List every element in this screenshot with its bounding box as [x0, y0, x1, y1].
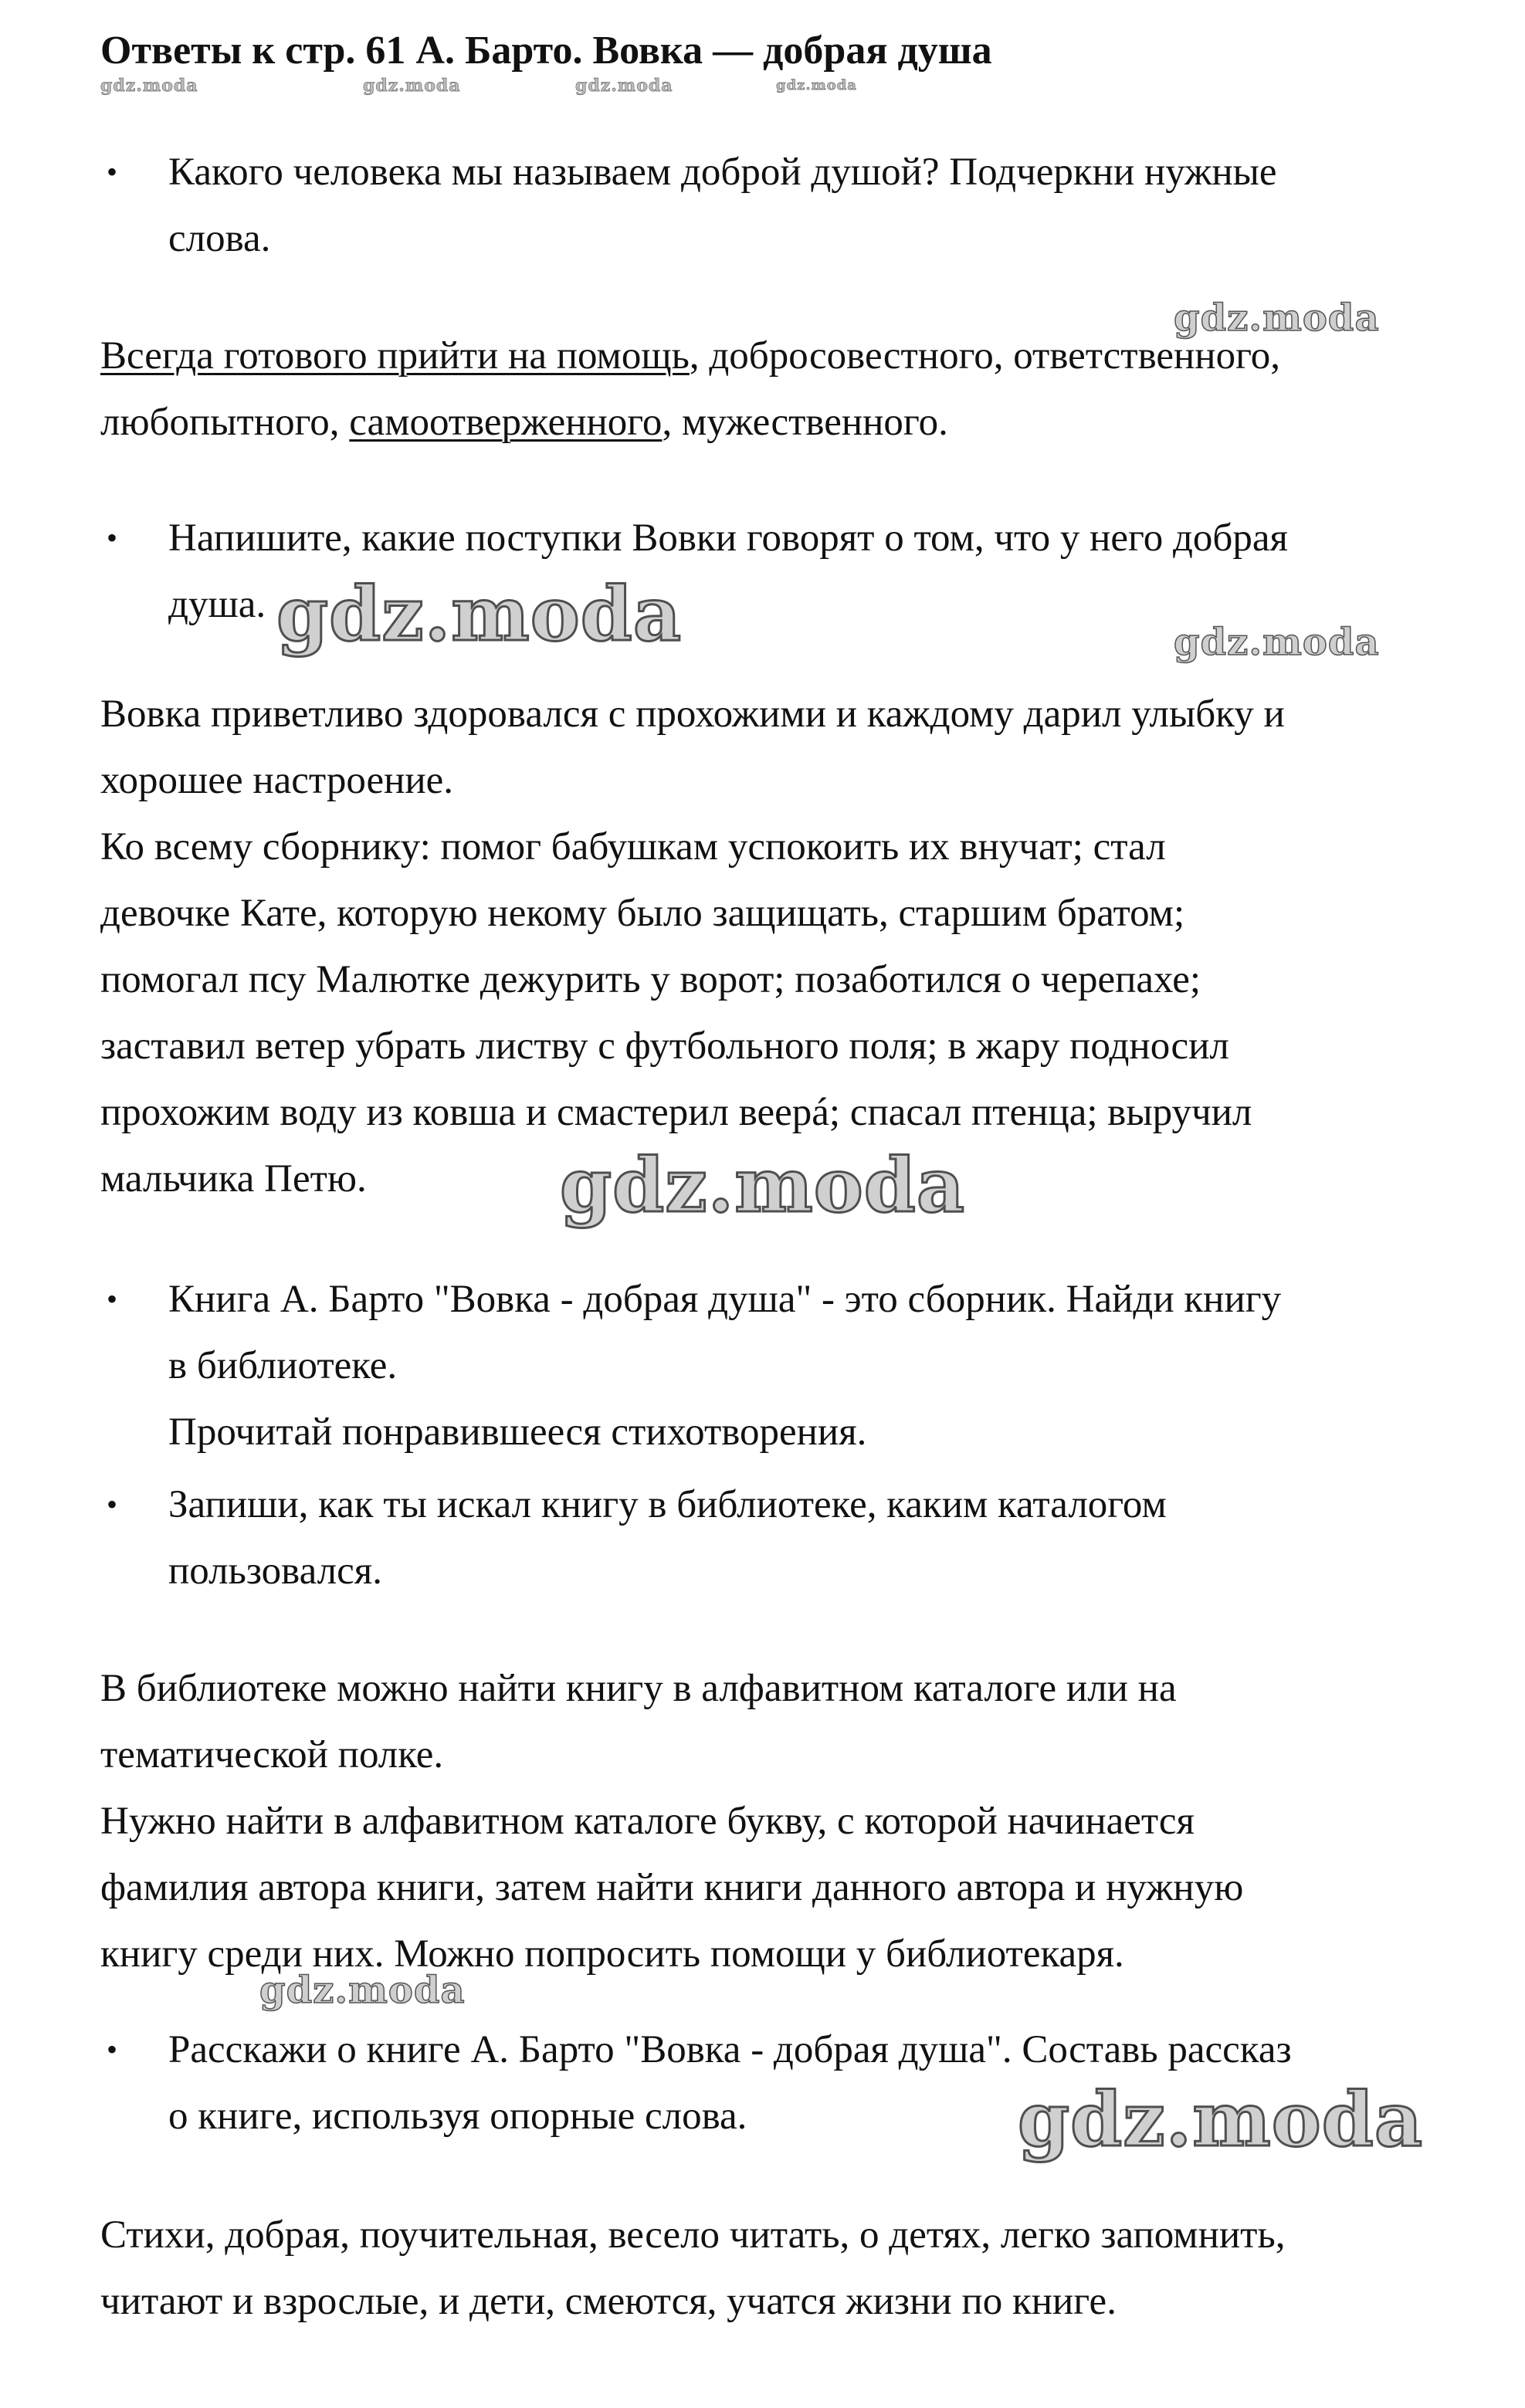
- answer-2: [100, 681, 1475, 1212]
- underlined-phrase: Всегда готового прийти на помощь: [100, 334, 690, 378]
- answer-5-line: читают и взрослые, и дети, смеются, учатся жизни по книге.: [100, 2280, 1117, 2323]
- answer-2-line: заставил ветер убрать листву с футбольного поля; в жару подносил: [100, 1025, 1229, 1068]
- answer-4-line: тематической полке.: [100, 1733, 444, 1776]
- question-2-line: Напишите, какие поступки Вовки говорят о том, что у него добрая: [168, 516, 1288, 560]
- bullet-marker: •: [107, 1487, 118, 1522]
- answer-4-line: фамилия автора книги, затем найти книги данного автора и нужную: [100, 1866, 1244, 1909]
- question-3-line: Прочитай понравившееся стихотворения.: [168, 1411, 867, 1454]
- question-1-line: Какого человека мы называем доброй душой? Подчеркни нужные: [168, 151, 1277, 194]
- question-3: [100, 1266, 1475, 1465]
- answer-4-line: Нужно найти в алфавитном каталоге букву, с которой начинается: [100, 1800, 1195, 1843]
- underlined-phrase: самоотверженного: [349, 401, 663, 444]
- page-title: Ответы к стр. 61 А. Барто. Вовка — добрая душа: [100, 29, 992, 73]
- question-4-line: пользовался.: [168, 1549, 382, 1593]
- question-3-line: в библиотеке.: [168, 1344, 398, 1387]
- answer-2-line: девочке Кате, которую некому было защищать, старшим братом;: [100, 892, 1185, 935]
- answer-2-line: Вовка приветливо здоровался с прохожими и каждому дарил улыбку и: [100, 693, 1285, 736]
- watermark: gdz.moda: [575, 76, 673, 96]
- answer-5-line: Стихи, добрая, поучительная, весело читать, о детях, легко запомнить,: [100, 2213, 1286, 2257]
- watermark: gdz.moda: [560, 1142, 966, 1229]
- answer-2-line: прохожим воду из ковша и смастерил веерá; спасал птенца; выручил: [100, 1091, 1252, 1134]
- question-5-line: о книге, используя опорные слова.: [168, 2095, 747, 2138]
- watermark: gdz.moda: [1018, 2076, 1424, 2163]
- answer-2-line: мальчика Петю.: [100, 1157, 367, 1201]
- question-3-line: Книга А. Барто "Вовка - добрая душа" - это сборник. Найди книгу: [168, 1278, 1282, 1321]
- answer-5: [100, 2202, 1475, 2335]
- answer-4-line: книгу среди них. Можно попросить помощи у библиотекаря.: [100, 1932, 1124, 1976]
- question-2-line: душа.: [168, 583, 266, 626]
- question-4: [100, 1472, 1475, 1604]
- question-1-line: слова.: [168, 217, 271, 260]
- watermark: gdz.moda: [1174, 621, 1380, 664]
- bullet-marker: •: [107, 1282, 118, 1316]
- watermark: gdz.moda: [100, 76, 198, 96]
- answer-2-line: хорошее настроение.: [100, 759, 454, 802]
- answer-text: , добросовестного, ответственного,: [689, 334, 1280, 378]
- answer-2-line: Ко всему сборнику: помог бабушкам успокоить их внучат; стал: [100, 825, 1166, 869]
- watermark: gdz.moda: [363, 76, 461, 96]
- answer-4: [100, 1655, 1475, 1987]
- answer-text: любопытного,: [100, 401, 350, 444]
- bullet-marker: •: [107, 2032, 118, 2067]
- question-1: [100, 139, 1475, 272]
- bullet-marker: •: [107, 154, 118, 189]
- watermark: gdz.moda: [276, 571, 683, 658]
- answer-1: [100, 323, 1475, 456]
- watermark: gdz.moda: [776, 77, 857, 93]
- answer-text: , мужественного.: [662, 401, 948, 444]
- answer-2-line: помогал псу Малютке дежурить у ворот; позаботился о черепахе;: [100, 958, 1201, 1001]
- question-4-line: Запиши, как ты искал книгу в библиотеке, каким каталогом: [168, 1483, 1167, 1526]
- answer-1-line: [100, 389, 1475, 456]
- question-5-line: Расскажи о книге А. Барто "Вовка - добрая душа". Составь рассказ: [168, 2028, 1292, 2071]
- answer-4-line: В библиотеке можно найти книгу в алфавитном каталоге или на: [100, 1667, 1177, 1710]
- bullet-marker: •: [107, 520, 118, 555]
- watermark: gdz.moda: [259, 1969, 466, 2012]
- watermark: gdz.moda: [1174, 296, 1380, 340]
- answer-1-line: [100, 323, 1475, 389]
